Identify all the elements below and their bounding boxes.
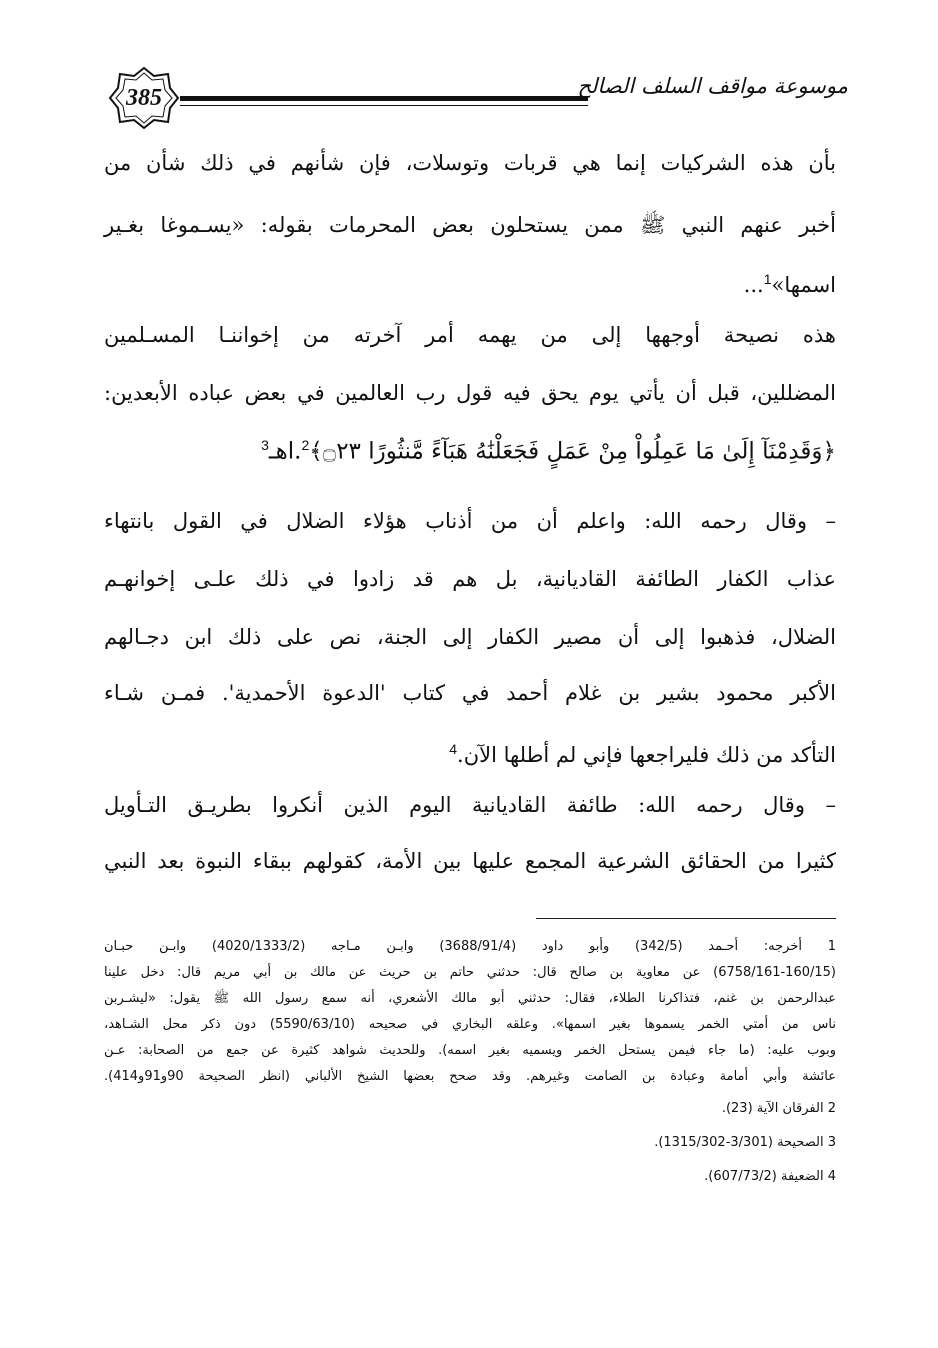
- page-number-badge: [108, 66, 180, 130]
- footnote-2: 2 الفرقان الآية (23).: [721, 1101, 836, 1116]
- footnote-ref-3: 3: [261, 437, 269, 453]
- body-line-6: – وقال رحمه الله: واعلم أن من أذناب هؤلاء الضلال في القول بانتهاء: [104, 509, 836, 533]
- quran-verse: ﴿وَقَدِمْنَآ إِلَىٰ مَا عَمِلُواْ مِنْ عَمَلٍ فَجَعَلْنَٰهُ هَبَآءً مَّنثُورًا ۝٢٣﴾: [309, 438, 836, 465]
- footnote-1-line-4: ناس من أمتي الخمر يسموها بغير اسمها». وعلقه البخاري في صحيحه (5590/63/10) دون ذكر محل الشـاهد،: [104, 1017, 836, 1032]
- footnote-1-line-1: 1 أخرجه: أحـمد (342/5) وأبو داود (3688/91/4) وابـن مـاجه (4020/1333/2) وابـن حبـان: [104, 939, 836, 954]
- body-line-3: [104, 266, 836, 299]
- footnote-1-line-2: (6758/161-160/15) عن معاوية بن صالح قال: حدثني حاتم بن حريث عن مالك بن أبي مريم قال: دخل علينا: [104, 965, 836, 980]
- body-line-10-text: التأكد من ذلك فليراجعها فإني لم أطلها الآن.: [457, 743, 836, 767]
- footnote-1-line-6: عائشة وأبي أمامة وعبادة بن الصامت وغيرهم. وقد صحح بعضها الشيخ الألباني (انظر الصحيحة 90و91و414).: [104, 1069, 836, 1084]
- quran-tail: .اهـ: [268, 438, 302, 465]
- header-rule-thin: [180, 105, 588, 106]
- body-line-9: الأكبر محمود بشير بن غلام أحمد في كتاب 'الدعوة الأحمدية'. فمـن شـاء: [104, 681, 836, 705]
- footnote-4: 4 الضعيفة (607/73/2).: [704, 1169, 836, 1184]
- page-number: 385: [126, 85, 162, 111]
- body-line-8: الضلال، فذهبوا إلى أن مصير الكفار إلى الجنة، نص على ذلك ابن دجـالهم: [104, 625, 836, 649]
- quran-verse-line: [104, 430, 836, 467]
- header-rule: [180, 96, 588, 101]
- footnote-1-line-3: عبدالرحمن بن غنم، فتذاكرنا الطلاء، فقال: حدثني أبو مالك الأشعري، أنه سمع رسول الله ﷺ يقول: «ليشـربن: [104, 991, 836, 1006]
- footnote-ref-2: 2: [301, 437, 310, 453]
- body-line-2: أخبر عنهم النبي ﷺ ممن يستحلون بعض المحرمات بقوله: «يسـموغا بغـير: [104, 213, 836, 237]
- ellipsis: ...: [743, 273, 764, 297]
- body-line-12: كثيرا من الحقائق الشرعية المجمع عليها بين الأمة، كقولهم ببقاء النبوة بعد النبي: [104, 849, 836, 873]
- body-line-3-text: اسمها»: [771, 273, 836, 297]
- body-line-4: هذه نصيحة أوجهها إلى من يهمه أمر آخرته من إخواننـا المسـلمين: [104, 323, 836, 347]
- body-line-10: [104, 736, 836, 769]
- body-line-1: بأن هذه الشركيات إنما هي قربات وتوسلات، فإن شأنهم في ذلك شأن من: [104, 151, 836, 175]
- footnote-ref-1: 1: [763, 271, 772, 287]
- body-line-11: – وقال رحمه الله: طائفة القاديانية اليوم الذين أنكروا بطريـق التـأويل: [104, 793, 836, 817]
- body-line-7: عذاب الكفار الطائفة القاديانية، بل هم قد زادوا في ذلك علـى إخوانهـم: [104, 567, 836, 591]
- footnote-ref-4: 4: [449, 741, 458, 757]
- footnote-3: 3 الصحيحة (3/301-1315/302).: [654, 1135, 836, 1150]
- body-line-5: المضللين، قبل أن يأتي يوم يحق فيه قول رب العالمين في بعض عباده الأبعدين:: [104, 381, 836, 405]
- page-header: [108, 66, 848, 134]
- series-title: موسوعة مواقف السلف الصالح: [577, 74, 848, 98]
- footnote-separator: [536, 918, 836, 919]
- footnote-1-line-5: وبوب عليه: (ما جاء فيمن يستحل الخمر ويسميه بغير اسمه). وللحديث شواهد كثيرة عن جمع من الصحابة: عـن: [104, 1043, 836, 1058]
